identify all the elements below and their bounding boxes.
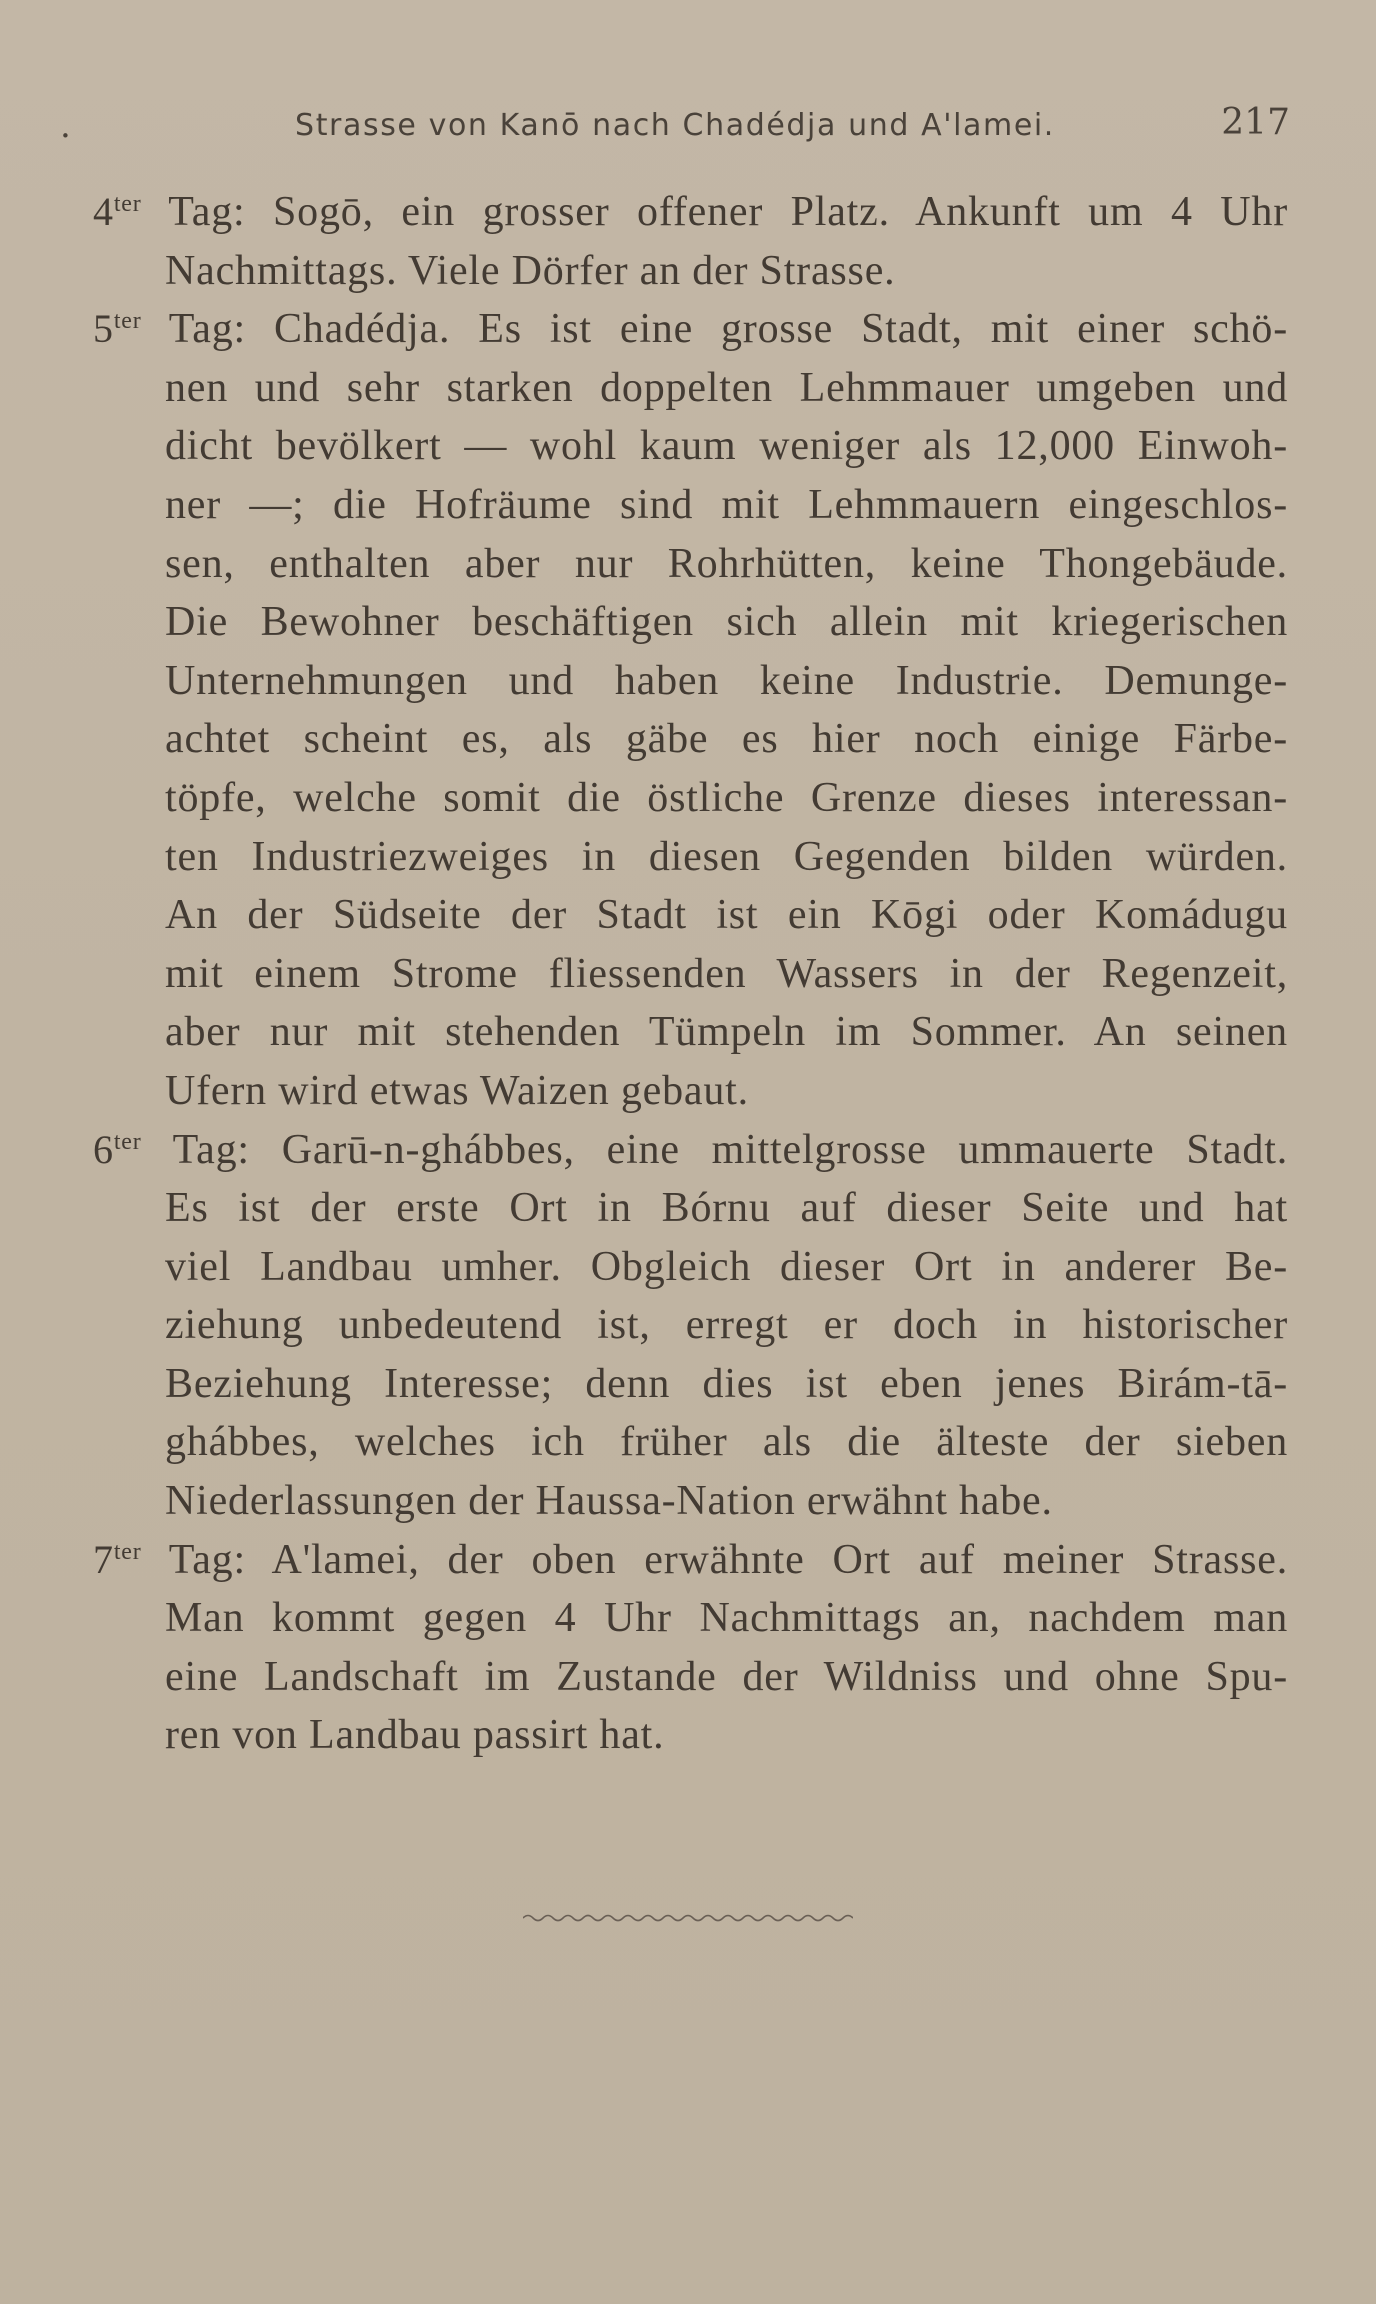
body-text <box>93 183 1288 1765</box>
text-line: ghábbes, welches ich früher als die älteste der sieben <box>165 1419 1288 1466</box>
text-line: Man kommt gegen 4 Uhr Nachmittags an, nachdem man <box>165 1595 1288 1642</box>
day-marker <box>93 1537 142 1582</box>
day-marker <box>93 189 142 234</box>
day-suffix: ter <box>113 308 142 335</box>
text-line: Nachmittags. Viele Dörfer an der Strasse. <box>165 247 896 294</box>
header-dot: . <box>60 106 71 146</box>
text-line: mit einem Strome fliessenden Wassers in der Regenzeit, <box>165 950 1288 997</box>
text-line <box>93 1121 1288 1180</box>
text-line <box>93 300 1288 359</box>
day-number: 4 <box>93 189 114 234</box>
day-entry-5 <box>93 300 1288 1120</box>
text-line <box>93 183 1288 242</box>
text-line: Es ist der erste Ort in Bórnu auf dieser Seite und hat <box>165 1185 1288 1232</box>
running-header <box>60 100 1290 160</box>
line-text: Tag: A'lamei, der oben erwähnte Ort auf meiner Strasse. <box>141 1536 1288 1583</box>
running-title: Strasse von Kanō nach Chadédja und A'lamei. <box>295 108 1055 143</box>
text-line: achtet scheint es, als gäbe es hier noch einige Färbe- <box>165 716 1288 763</box>
page-number: 217 <box>1221 102 1290 143</box>
text-line: An der Südseite der Stadt ist ein Kōgi oder Komádugu <box>165 892 1288 939</box>
text-line: Die Bewohner beschäftigen sich allein mit kriegerischen <box>165 599 1288 646</box>
wavy-divider-ornament <box>523 1912 853 1924</box>
day-marker <box>93 306 142 351</box>
text-line: Ufern wird etwas Waizen gebaut. <box>165 1067 749 1114</box>
day-number: 6 <box>93 1126 114 1172</box>
day-entry-4 <box>93 183 1288 300</box>
text-line: dicht bevölkert — wohl kaum weniger als 12,000 Einwoh- <box>165 423 1288 470</box>
day-suffix: ter <box>113 191 142 217</box>
day-suffix: ter <box>113 1128 142 1155</box>
text-line: töpfe, welche somit die östliche Grenze dieses interessan- <box>165 774 1288 821</box>
text-line: ren von Landbau passirt hat. <box>165 1712 665 1759</box>
line-text: Tag: Chadédja. Es ist eine grosse Stadt, mit einer schö- <box>141 306 1288 353</box>
day-entry-7 <box>93 1531 1288 1765</box>
day-number: 7 <box>93 1536 114 1582</box>
text-line: sen, enthalten aber nur Rohrhütten, keine Thongebäude. <box>165 540 1288 587</box>
text-line: ziehung unbedeutend ist, erregt er doch in historischer <box>165 1302 1288 1349</box>
line-text: Tag: Garū-n-ghábbes, eine mittelgrosse ummauerte Stadt. <box>141 1126 1288 1173</box>
day-entry-6 <box>93 1121 1288 1531</box>
day-suffix: ter <box>113 1538 142 1565</box>
text-line: Niederlassungen der Haussa-Nation erwähnt habe. <box>165 1478 1053 1525</box>
day-number: 5 <box>93 306 114 352</box>
text-line: ner —; die Hofräume sind mit Lehmmauern eingeschlos- <box>165 481 1288 528</box>
day-marker <box>93 1127 142 1172</box>
text-line <box>93 1531 1288 1590</box>
text-line: aber nur mit stehenden Tümpeln im Sommer. An seinen <box>165 1009 1288 1056</box>
text-line: Beziehung Interesse; denn dies ist eben jenes Birám-tā- <box>165 1360 1288 1407</box>
line-text: Tag: Sogō, ein grosser offener Platz. Ankunft um 4 Uhr <box>141 189 1288 235</box>
text-line: eine Landschaft im Zustande der Wildniss und ohne Spu- <box>165 1653 1288 1700</box>
text-line: Unternehmungen und haben keine Industrie. Demunge- <box>165 657 1288 704</box>
text-line: nen und sehr starken doppelten Lehmmauer umgeben und <box>165 364 1288 411</box>
text-line: viel Landbau umher. Obgleich dieser Ort in anderer Be- <box>165 1243 1288 1290</box>
text-line: ten Industriezweiges in diesen Gegenden bilden würden. <box>165 833 1288 880</box>
